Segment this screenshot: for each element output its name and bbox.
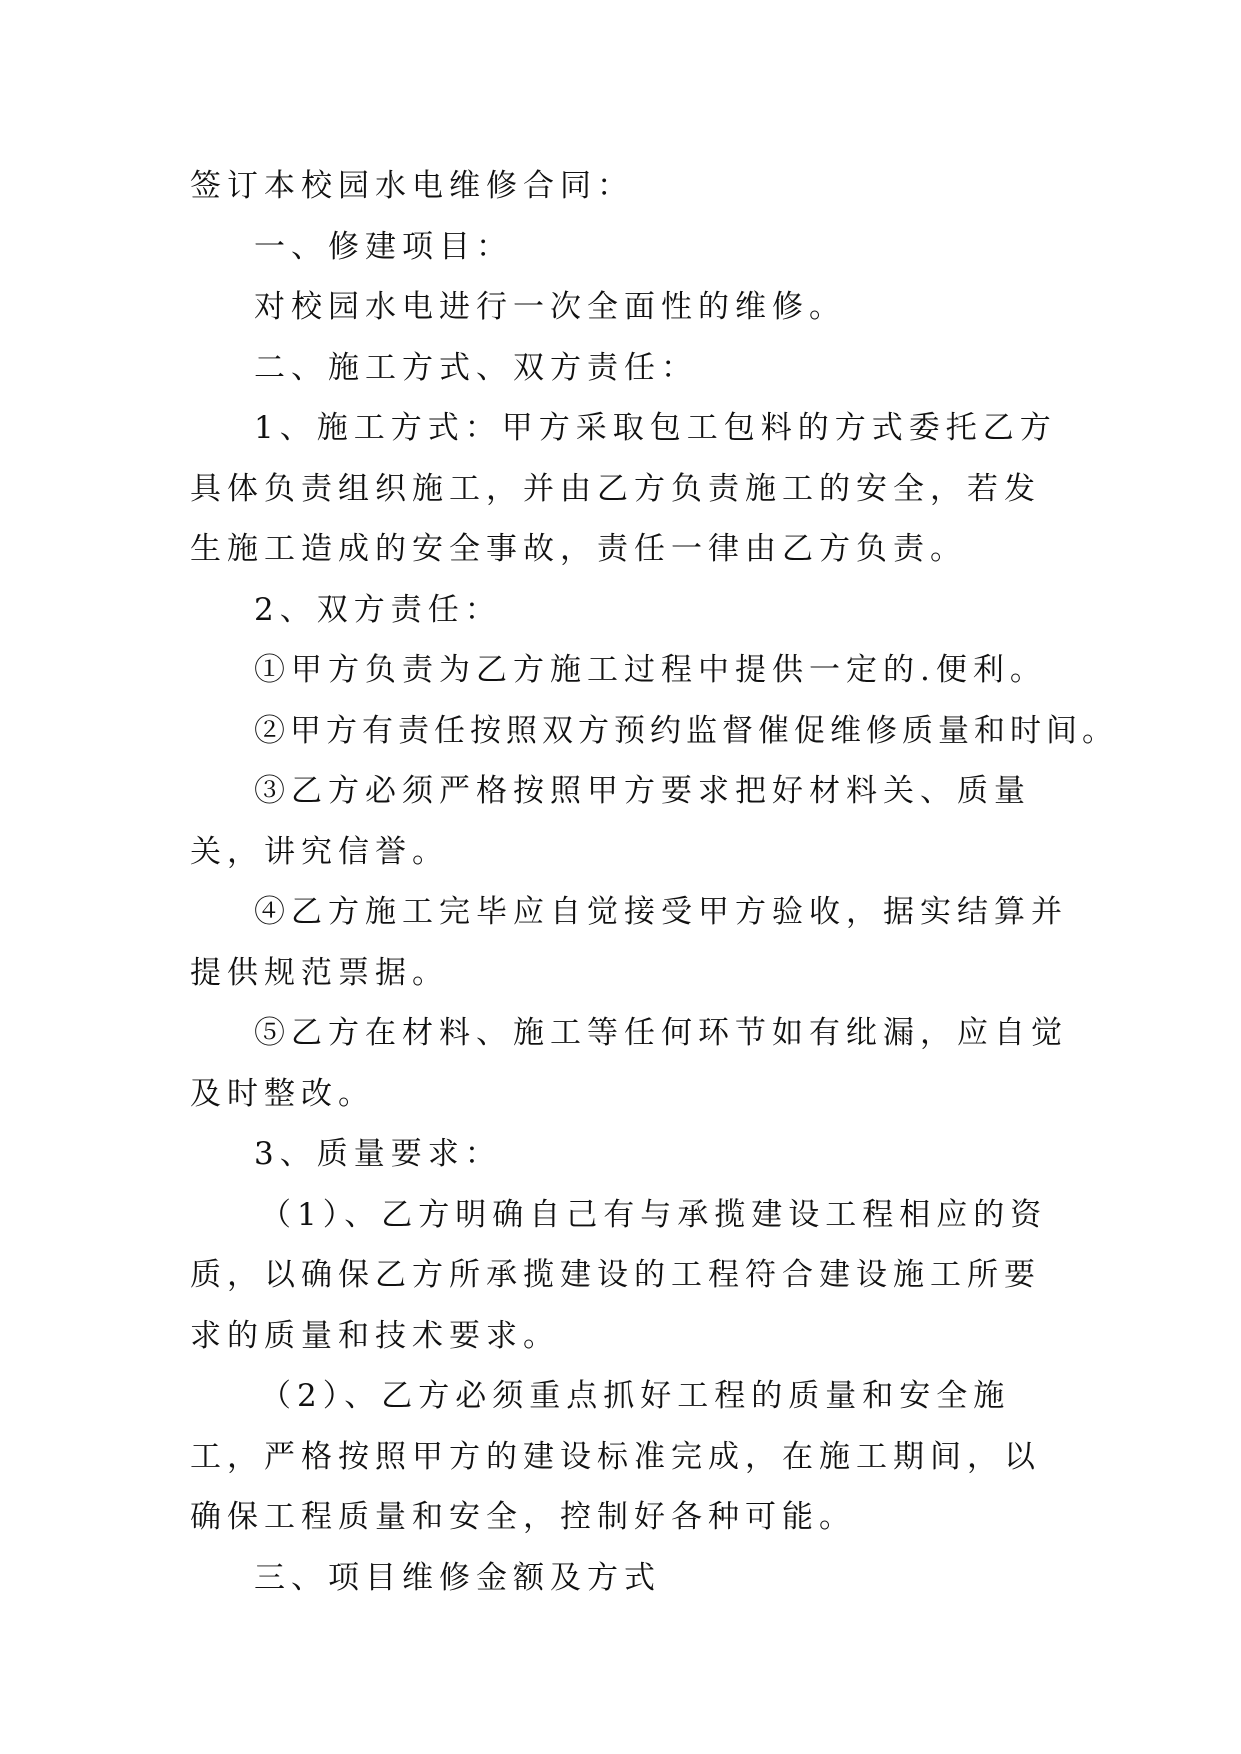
quality-item-1: （1）、乙方明确自己有与承揽建设工程相应的资质，以确保乙方所承揽建设的工程符合建设施工所要求的质量和技术要求。 (190, 1196, 1048, 1354)
section-heading-1: 一、修建项目： (254, 228, 513, 265)
responsibility-item-2: ②甲方有责任按照双方预约监督催促维修质量和时间。 (254, 712, 1118, 749)
section-1-body: 对校园水电进行一次全面性的维修。 (254, 289, 846, 325)
responsibility-item-4: ④乙方施工完毕应自觉接受甲方验收，据实结算并提供规范票据。 (190, 894, 1068, 991)
clause-construction-method: 1、施工方式：甲方采取包工包料的方式委托乙方具体负责组织施工，并由乙方负责施工的安全，若发生施工造成的安全事故，责任一律由乙方负责。 (190, 410, 1057, 567)
clause-responsibilities-heading: 2、双方责任： (254, 591, 502, 628)
clause-quality-heading: 3、质量要求： (254, 1136, 502, 1172)
quality-item-2: （2）、乙方必须重点抓好工程的质量和安全施工，严格按照甲方的建设标准完成，在施工期间，以确保工程质量和安全，控制好各种可能。 (190, 1378, 1041, 1535)
section-heading-2: 二、施工方式、双方责任： (254, 349, 698, 386)
contract-intro: 签订本校园水电维修合同： (190, 168, 634, 204)
responsibility-item-5: ⑤乙方在材料、施工等任何环节如有纰漏，应自觉及时整改。 (190, 1015, 1068, 1112)
section-heading-3: 三、项目维修金额及方式 (254, 1559, 661, 1596)
responsibility-item-1: ①甲方负责为乙方施工过程中提供一定的.便利。 (254, 652, 1047, 688)
responsibility-item-3: ③乙方必须严格按照甲方要求把好材料关、质量关，讲究信誉。 (190, 773, 1031, 870)
document-body (190, 156, 1118, 1608)
